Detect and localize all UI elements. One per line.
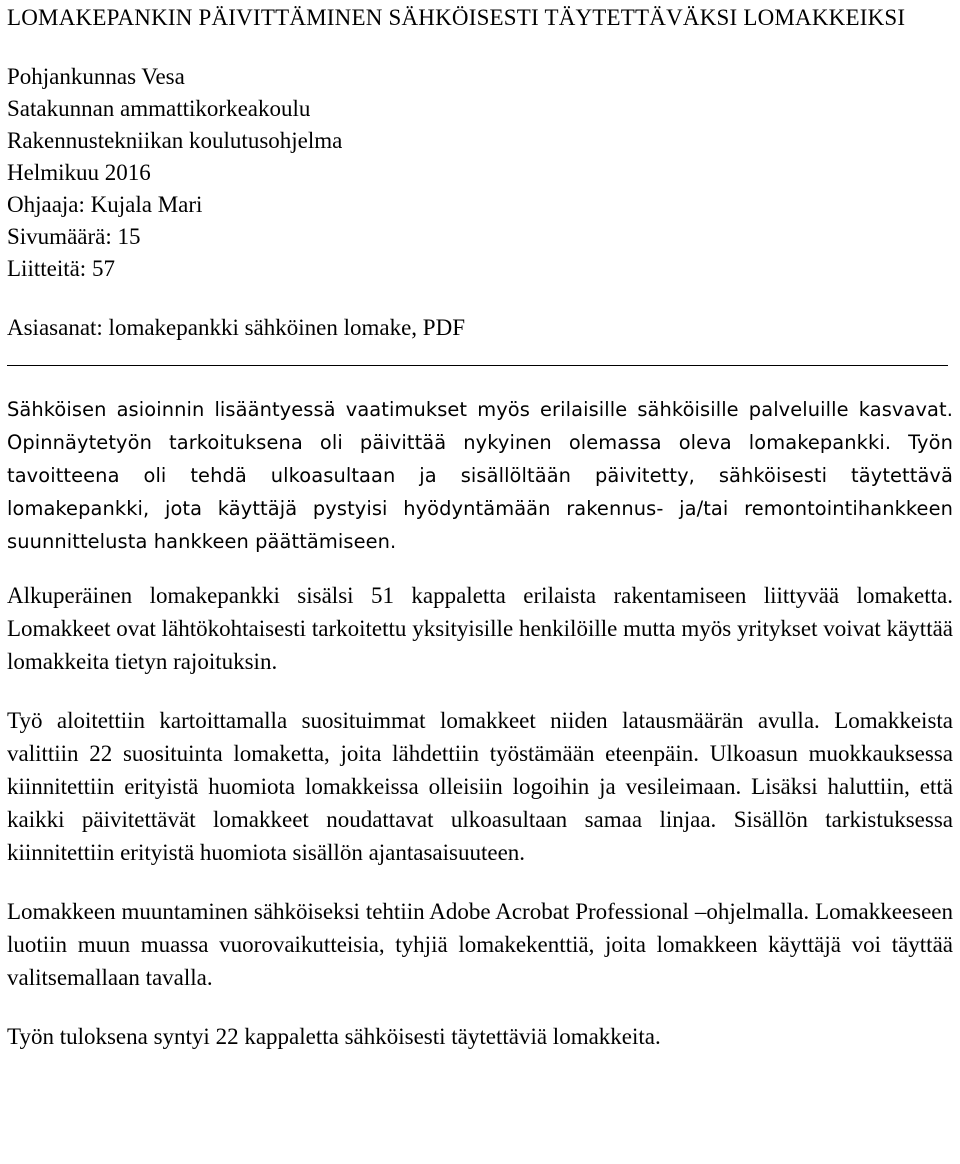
abstract-paragraph-3: Työ aloitettiin kartoittamalla suosituimmat lomakkeet niiden latausmäärän avulla. Lomakkeista valittiin 22 suosituinta lomaketta, joita lähdettiin työstämään eteenpäin. Ulkoasun muokkauksessa kiinnitettiin erityistä huomiota lomakkeissa olleisiin logoihin ja vesileimaan. Lisäksi haluttiin, että kaikki päivitettävät lomakkeet noudattavat ulkoasultaan samaa linjaa. Sisällön tarkistuksessa kiinnitettiin erityistä huomiota sisällön ajantasaisuuteen. xyxy=(7,708,953,865)
school-name: Satakunnan ammattikorkeakoulu xyxy=(7,96,311,121)
abstract-page xyxy=(7,0,953,1076)
keywords: Asiasanat: lomakepankki sähköinen lomake, PDF xyxy=(7,315,466,340)
attachment-count: Liitteitä: 57 xyxy=(7,256,115,281)
abstract-paragraph-4: Lomakkeen muuntaminen sähköiseksi tehtiin Adobe Acrobat Professional –ohjelmalla. Lomakkeeseen luotiin muun muassa vuorovaikutteisia, tyhjiä lomakekenttiä, joita lomakkeen käyttäjä voi täyttää valitsemallaan tavalla. xyxy=(7,899,953,990)
abstract-paragraph-1: Sähköisen asioinnin lisääntyessä vaatimukset myös erilaisille sähköisille palveluille kasvavat. Opinnäytetyön tarkoituksena oli päivittää nykyinen olemassa oleva lomakepankki. Työn tavoitteena oli tehdä ulkoasultaan ja sisällöltään päivitetty, sähköisesti täytettävä lomakepankki, jota käyttäjä pystyisi hyödyntämään rakennus- ja/tai remontointihankkeen suunnittelusta hankkeen päättämiseen. xyxy=(7,398,953,553)
degree-program: Rakennustekniikan koulutusohjelma xyxy=(7,128,343,153)
document-title: LOMAKEPANKIN PÄIVITTÄMINEN SÄHKÖISESTI TÄYTETTÄVÄKSI LOMAKKEIKSI xyxy=(7,5,906,30)
publication-date: Helmikuu 2016 xyxy=(7,160,151,185)
meta-block xyxy=(7,61,953,285)
author-name: Pohjankunnas Vesa xyxy=(7,64,185,89)
supervisor: Ohjaaja: Kujala Mari xyxy=(7,192,203,217)
page-count: Sivumäärä: 15 xyxy=(7,224,141,249)
separator-line xyxy=(7,365,948,366)
abstract-paragraph-2: Alkuperäinen lomakepankki sisälsi 51 kappaletta erilaista rakentamiseen liittyvää lomaketta. Lomakkeet ovat lähtökohtaisesti tarkoitettu yksityisille henkilöille mutta myös yritykset voivat käyttää lomakkeita tietyn rajoituksin. xyxy=(7,583,953,674)
abstract-paragraph-5: Työn tuloksena syntyi 22 kappaletta sähköisesti täytettäviä lomakkeita. xyxy=(7,1024,661,1049)
